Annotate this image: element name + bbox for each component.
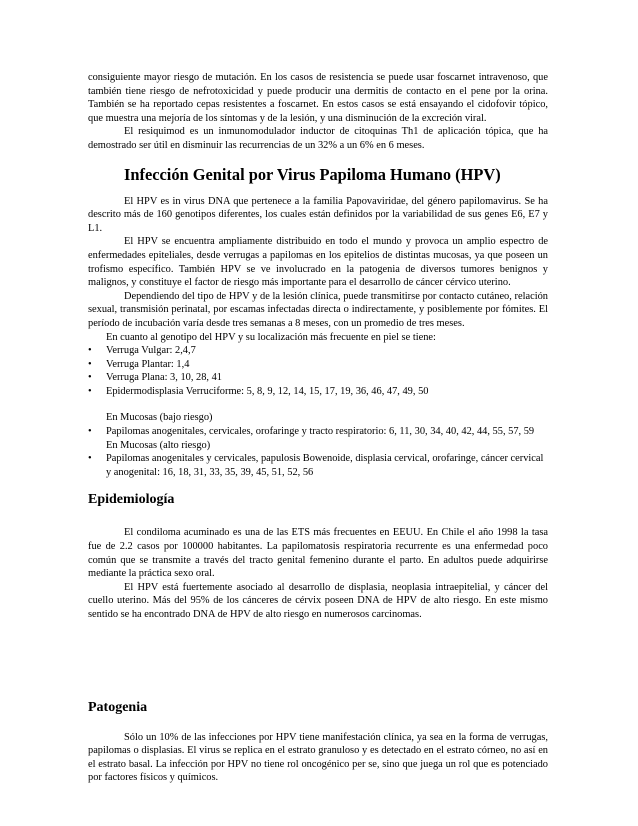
mucosa-low-risk-label: En Mucosas (bajo riesgo) <box>106 412 213 424</box>
list-item: • Epidermodisplasia Verruciforme: 5, 8, 9, 12, 14, 15, 17, 19, 36, 46, 47, 49, 50 <box>88 385 429 397</box>
list-item: • Papilomas anogenitales y cervicales, papulosis Bowenoide, displasia cervical, orofaringe, cáncer cervical y anogenital: 16, 18, 31, 33, 35, 39, 45, 51, 52, 56 <box>88 453 544 478</box>
spacer <box>88 718 548 731</box>
intro-paragraph-2: El resiquimod es un inmunomodulador inductor de citoquinas Th1 de aplicación tópica, que ha demostrado ser útil en disminuir las recurrencias de un 32% a un 6% en 6 meses. <box>88 126 548 151</box>
bullet-icon: • <box>88 453 92 465</box>
hpv-paragraph-2: El HPV se encuentra ampliamente distribuido en todo el mundo y provoca un amplio espectro de enfermedades epiteliales, desde verrugas a papilomas en los epitelios de distintas mucosas, ya que poseen un trofismo específico. También HPV se ve involucrado en la patogenia de diversos tumores benignos y malignos, y constituye el factor de riesgo más importante para el desarrollo de cáncer cérvico uterino. <box>88 236 548 289</box>
pathogenesis-heading: Patogenia <box>88 699 148 715</box>
list-item: • Verruga Plantar: 1,4 <box>88 358 190 370</box>
intro-paragraph-1: consiguiente mayor riesgo de mutación. En los casos de resistencia se puede usar foscarnet intravenoso, que también tiene riesgo de nefrotoxicidad y puede producir una dermitis de contacto en el pene por la orina. También se ha reportado cepas resistentes a foscarnet. En estos casos se está ensayando el cidofovir tópico, que muestra una mejoría de los síntomas y de la lesión, y una disminución de la excreción viral. <box>88 72 548 124</box>
spacer <box>88 398 548 411</box>
epidemiology-paragraph-2: El HPV está fuertemente asociado al desarrollo de displasia, neoplasia intraepitelial, y cáncer del cuello uterino. Más del 95% de los cánceres de cérvix poseen DNA de HPV de alto riesgo. En este mismo sentido se ha encontrado DNA de HPV de alto riesgo en numerosos carcinomas. <box>88 581 548 620</box>
document-title: Infección Genital por Virus Papiloma Humano (HPV) <box>124 164 501 184</box>
spacer <box>88 510 548 526</box>
hpv-paragraph-1: El HPV es in virus DNA que pertenece a la familia Papovaviridae, del género papilomavirus. Se ha descrito más de 160 genotipos diferentes, los cuales están definidos por la variabilidad de sus genes E6, E7 y L1. <box>88 195 548 234</box>
list-item: • Verruga Vulgar: 2,4,7 <box>88 345 196 357</box>
list-item: • Verruga Plana: 3, 10, 28, 41 <box>88 372 223 384</box>
spacer <box>88 479 548 490</box>
epidemiology-heading: Epidemiología <box>88 492 175 508</box>
epidemiology-paragraph-1: El condiloma acuminado es una de las ETS más frecuentes en EEUU. En Chile el año 1998 la tasa fue de 2.2 casos por 100000 habitantes. La papilomatosis respiratoria recurrente es una enfermedad poco común que se transmite a través del tracto genital femenino durante el parto. En adultos puede adquirirse mediante la práctica sexo oral. <box>88 527 548 580</box>
bullet-icon: • <box>88 358 92 370</box>
skin-genotype-list <box>88 344 548 398</box>
pathogenesis-paragraph-1: Sólo un 10% de las infecciones por HPV tiene manifestación clínica, ya sea en la forma de verrugas, papilomas o displasias. El virus se replica en el estrato granuloso y es detectado en el estrato córneo, no así en el estrato basal. La infección por HPV no tiene rol oncogénico per se, sino que juega un rol que es potenciado por factores físicos y químicos. <box>88 731 548 784</box>
bullet-icon: • <box>88 385 92 397</box>
mucosa-high-risk-list <box>88 452 548 479</box>
hpv-paragraph-3: Dependiendo del tipo de HPV y de la lesión clínica, puede transmitirse por contacto cutáneo, relación sexual, transmisión perinatal, por escamas infectadas directa o indirectamente, y posiblemente por fómites. El período de incubación varía desde tres semanas a 8 meses, con un promedio de tres meses. <box>88 290 548 329</box>
spacer <box>88 622 548 698</box>
bullet-icon: • <box>88 426 92 438</box>
genotype-intro: En cuanto al genotipo del HPV y su localización más frecuente en piel se tiene: <box>106 331 436 343</box>
bullet-icon: • <box>88 372 92 384</box>
bullet-icon: • <box>88 345 92 357</box>
list-item: • Papilomas anogenitales, cervicales, orofaringe y tracto respiratorio: 6, 11, 30, 34, 40, 42, 44, 55, 57, 59 <box>88 426 535 438</box>
page-content <box>88 71 548 785</box>
mucosa-high-risk-label: En Mucosas (alto riesgo) <box>106 439 211 451</box>
mucosa-low-risk-list <box>88 425 548 439</box>
